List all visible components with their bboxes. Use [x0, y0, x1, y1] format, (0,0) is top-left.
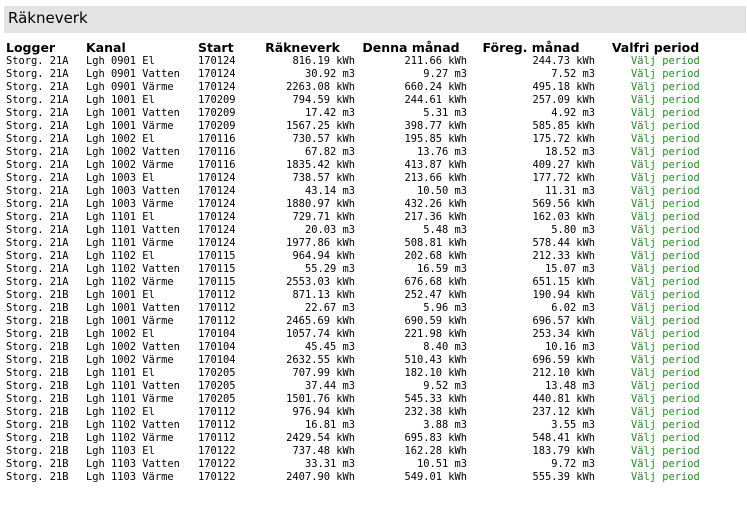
cell-foreg-manad: 696.57 kWh — [532, 315, 595, 327]
cell-logger: Storg. 21B — [6, 315, 69, 327]
cell-logger: Storg. 21A — [6, 94, 69, 106]
select-period-link[interactable]: Välj period — [631, 159, 700, 171]
column-header-rakneverk: Räkneverk — [265, 40, 340, 55]
table-row — [6, 419, 716, 432]
table-row — [6, 55, 716, 68]
cell-kanal: Lgh 1101 Vatten — [86, 380, 180, 392]
table-row — [6, 458, 716, 471]
cell-denna-manad: 244.61 kWh — [404, 94, 467, 106]
table-row — [6, 68, 716, 81]
cell-denna-manad: 508.81 kWh — [404, 237, 467, 249]
cell-logger: Storg. 21B — [6, 471, 69, 483]
cell-kanal: Lgh 1101 Värme — [86, 237, 174, 249]
cell-denna-manad: 221.98 kWh — [404, 328, 467, 340]
cell-logger: Storg. 21B — [6, 406, 69, 418]
table-row — [6, 276, 716, 289]
select-period-link[interactable]: Välj period — [631, 393, 700, 405]
table-row — [6, 120, 716, 133]
cell-kanal: Lgh 1002 Vatten — [86, 146, 180, 158]
select-period-link[interactable]: Välj period — [631, 68, 700, 80]
select-period-link[interactable]: Välj period — [631, 302, 700, 314]
cell-logger: Storg. 21A — [6, 211, 69, 223]
cell-kanal: Lgh 1002 El — [86, 328, 155, 340]
cell-kanal: Lgh 1102 El — [86, 250, 155, 262]
cell-denna-manad: 195.85 kWh — [404, 133, 467, 145]
table-row — [6, 146, 716, 159]
cell-denna-manad: 211.66 kWh — [404, 55, 467, 67]
table-row — [6, 393, 716, 406]
cell-denna-manad: 549.01 kWh — [404, 471, 467, 483]
cell-denna-manad: 5.48 m3 — [423, 224, 467, 236]
cell-start: 170104 — [198, 341, 236, 353]
cell-foreg-manad: 237.12 kWh — [532, 406, 595, 418]
cell-denna-manad: 8.40 m3 — [423, 341, 467, 353]
cell-start: 170104 — [198, 328, 236, 340]
table-row — [6, 432, 716, 445]
page-title-bar — [4, 6, 746, 33]
cell-rakneverk: 1835.42 kWh — [286, 159, 355, 171]
cell-start: 170205 — [198, 393, 236, 405]
cell-denna-manad: 690.59 kWh — [404, 315, 467, 327]
cell-kanal: Lgh 1003 El — [86, 172, 155, 184]
cell-start: 170124 — [198, 185, 236, 197]
cell-logger: Storg. 21A — [6, 250, 69, 262]
cell-denna-manad: 162.28 kWh — [404, 445, 467, 457]
select-period-link[interactable]: Välj period — [631, 380, 700, 392]
cell-foreg-manad: 11.31 m3 — [544, 185, 595, 197]
cell-denna-manad: 16.59 m3 — [416, 263, 467, 275]
cell-start: 170124 — [198, 198, 236, 210]
select-period-link[interactable]: Välj period — [631, 289, 700, 301]
cell-kanal: Lgh 1002 Värme — [86, 159, 174, 171]
cell-logger: Storg. 21A — [6, 159, 69, 171]
cell-kanal: Lgh 1001 Vatten — [86, 107, 180, 119]
cell-foreg-manad: 175.72 kWh — [532, 133, 595, 145]
cell-logger: Storg. 21A — [6, 172, 69, 184]
cell-rakneverk: 2553.03 kWh — [286, 276, 355, 288]
meter-table — [6, 40, 716, 484]
table-row — [6, 354, 716, 367]
cell-kanal: Lgh 1101 El — [86, 367, 155, 379]
cell-logger: Storg. 21B — [6, 445, 69, 457]
cell-rakneverk: 738.57 kWh — [292, 172, 355, 184]
cell-foreg-manad: 15.07 m3 — [544, 263, 595, 275]
cell-denna-manad: 9.52 m3 — [423, 380, 467, 392]
cell-kanal: Lgh 1102 Värme — [86, 276, 174, 288]
cell-rakneverk: 45.45 m3 — [304, 341, 355, 353]
cell-start: 170124 — [198, 224, 236, 236]
cell-foreg-manad: 7.52 m3 — [551, 68, 595, 80]
cell-denna-manad: 213.66 kWh — [404, 172, 467, 184]
select-period-link[interactable]: Välj period — [631, 120, 700, 132]
table-row — [6, 263, 716, 276]
select-period-link[interactable]: Välj period — [631, 276, 700, 288]
select-period-link[interactable]: Välj period — [631, 224, 700, 236]
table-row — [6, 341, 716, 354]
cell-start: 170124 — [198, 68, 236, 80]
cell-start: 170122 — [198, 445, 236, 457]
table-row — [6, 471, 716, 484]
select-period-link[interactable]: Välj period — [631, 432, 700, 444]
cell-start: 170124 — [198, 55, 236, 67]
cell-rakneverk: 67.82 m3 — [304, 146, 355, 158]
cell-rakneverk: 17.42 m3 — [304, 107, 355, 119]
cell-logger: Storg. 21B — [6, 341, 69, 353]
cell-logger: Storg. 21B — [6, 289, 69, 301]
select-period-link[interactable]: Välj period — [631, 263, 700, 275]
cell-rakneverk: 1880.97 kWh — [286, 198, 355, 210]
cell-logger: Storg. 21A — [6, 81, 69, 93]
cell-rakneverk: 33.31 m3 — [304, 458, 355, 470]
cell-start: 170124 — [198, 211, 236, 223]
cell-denna-manad: 695.83 kWh — [404, 432, 467, 444]
cell-logger: Storg. 21A — [6, 198, 69, 210]
cell-denna-manad: 432.26 kWh — [404, 198, 467, 210]
cell-kanal: Lgh 1002 Värme — [86, 354, 174, 366]
cell-logger: Storg. 21A — [6, 107, 69, 119]
table-row — [6, 445, 716, 458]
select-period-link[interactable]: Välj period — [631, 133, 700, 145]
select-period-link[interactable]: Välj period — [631, 211, 700, 223]
cell-denna-manad: 5.96 m3 — [423, 302, 467, 314]
cell-logger: Storg. 21B — [6, 380, 69, 392]
cell-rakneverk: 2429.54 kWh — [286, 432, 355, 444]
select-period-link[interactable]: Välj period — [631, 354, 700, 366]
cell-foreg-manad: 4.92 m3 — [551, 107, 595, 119]
cell-foreg-manad: 177.72 kWh — [532, 172, 595, 184]
cell-denna-manad: 202.68 kWh — [404, 250, 467, 262]
table-row — [6, 406, 716, 419]
cell-start: 170115 — [198, 250, 236, 262]
cell-start: 170205 — [198, 380, 236, 392]
cell-rakneverk: 794.59 kWh — [292, 94, 355, 106]
cell-foreg-manad: 696.59 kWh — [532, 354, 595, 366]
select-period-link[interactable]: Välj period — [631, 146, 700, 158]
table-row — [6, 315, 716, 328]
cell-kanal: Lgh 1001 Värme — [86, 315, 174, 327]
cell-foreg-manad: 651.15 kWh — [532, 276, 595, 288]
select-period-link[interactable]: Välj period — [631, 250, 700, 262]
cell-foreg-manad: 548.41 kWh — [532, 432, 595, 444]
cell-denna-manad: 510.43 kWh — [404, 354, 467, 366]
cell-denna-manad: 413.87 kWh — [404, 159, 467, 171]
cell-kanal: Lgh 1101 Värme — [86, 393, 174, 405]
cell-foreg-manad: 10.16 m3 — [544, 341, 595, 353]
cell-kanal: Lgh 1001 Värme — [86, 120, 174, 132]
cell-foreg-manad: 6.02 m3 — [551, 302, 595, 314]
cell-kanal: Lgh 1001 El — [86, 94, 155, 106]
cell-logger: Storg. 21B — [6, 458, 69, 470]
cell-foreg-manad: 190.94 kWh — [532, 289, 595, 301]
cell-logger: Storg. 21A — [6, 224, 69, 236]
cell-logger: Storg. 21A — [6, 55, 69, 67]
cell-foreg-manad: 183.79 kWh — [532, 445, 595, 457]
cell-denna-manad: 676.68 kWh — [404, 276, 467, 288]
cell-foreg-manad: 9.72 m3 — [551, 458, 595, 470]
cell-rakneverk: 43.14 m3 — [304, 185, 355, 197]
cell-logger: Storg. 21B — [6, 328, 69, 340]
cell-rakneverk: 871.13 kWh — [292, 289, 355, 301]
cell-rakneverk: 30.92 m3 — [304, 68, 355, 80]
table-row — [6, 133, 716, 146]
cell-denna-manad: 398.77 kWh — [404, 120, 467, 132]
cell-start: 170209 — [198, 94, 236, 106]
cell-logger: Storg. 21A — [6, 276, 69, 288]
cell-kanal: Lgh 0901 El — [86, 55, 155, 67]
select-period-link[interactable]: Välj period — [631, 185, 700, 197]
cell-rakneverk: 2632.55 kWh — [286, 354, 355, 366]
cell-rakneverk: 964.94 kWh — [292, 250, 355, 262]
cell-kanal: Lgh 1102 Värme — [86, 432, 174, 444]
cell-foreg-manad: 3.55 m3 — [551, 419, 595, 431]
column-header-foreg-manad: Föreg. månad — [482, 40, 580, 55]
cell-kanal: Lgh 0901 Vatten — [86, 68, 180, 80]
table-row — [6, 107, 716, 120]
cell-denna-manad: 252.47 kWh — [404, 289, 467, 301]
cell-denna-manad: 660.24 kWh — [404, 81, 467, 93]
select-period-link[interactable]: Välj period — [631, 471, 700, 483]
cell-foreg-manad: 244.73 kWh — [532, 55, 595, 67]
table-row — [6, 302, 716, 315]
column-header-valfri-period: Valfri period — [611, 40, 700, 55]
cell-logger: Storg. 21A — [6, 120, 69, 132]
table-header-row — [6, 40, 716, 55]
cell-foreg-manad: 585.85 kWh — [532, 120, 595, 132]
cell-foreg-manad: 253.34 kWh — [532, 328, 595, 340]
cell-logger: Storg. 21B — [6, 432, 69, 444]
table-row — [6, 250, 716, 263]
cell-rakneverk: 707.99 kWh — [292, 367, 355, 379]
cell-rakneverk: 1567.25 kWh — [286, 120, 355, 132]
cell-denna-manad: 182.10 kWh — [404, 367, 467, 379]
select-period-link[interactable]: Välj period — [631, 328, 700, 340]
cell-start: 170112 — [198, 406, 236, 418]
select-period-link[interactable]: Välj period — [631, 94, 700, 106]
select-period-link[interactable]: Välj period — [631, 172, 700, 184]
column-header-denna-manad: Denna månad — [362, 40, 460, 55]
select-period-link[interactable]: Välj period — [631, 55, 700, 67]
cell-denna-manad: 232.38 kWh — [404, 406, 467, 418]
table-row — [6, 224, 716, 237]
table-row — [6, 81, 716, 94]
cell-denna-manad: 9.27 m3 — [423, 68, 467, 80]
cell-logger: Storg. 21A — [6, 146, 69, 158]
table-row — [6, 172, 716, 185]
cell-denna-manad: 13.76 m3 — [416, 146, 467, 158]
cell-kanal: Lgh 1002 Vatten — [86, 341, 180, 353]
cell-rakneverk: 20.03 m3 — [304, 224, 355, 236]
cell-rakneverk: 2263.08 kWh — [286, 81, 355, 93]
cell-kanal: Lgh 1101 Vatten — [86, 224, 180, 236]
cell-foreg-manad: 5.80 m3 — [551, 224, 595, 236]
table-row — [6, 328, 716, 341]
table-row — [6, 185, 716, 198]
select-period-link[interactable]: Välj period — [631, 198, 700, 210]
cell-rakneverk: 1977.86 kWh — [286, 237, 355, 249]
cell-foreg-manad: 569.56 kWh — [532, 198, 595, 210]
table-row — [6, 289, 716, 302]
cell-logger: Storg. 21A — [6, 185, 69, 197]
cell-kanal: Lgh 1001 El — [86, 289, 155, 301]
cell-foreg-manad: 212.10 kWh — [532, 367, 595, 379]
cell-rakneverk: 729.71 kWh — [292, 211, 355, 223]
cell-rakneverk: 2407.90 kWh — [286, 471, 355, 483]
cell-foreg-manad: 257.09 kWh — [532, 94, 595, 106]
cell-kanal: Lgh 1102 Vatten — [86, 419, 180, 431]
table-row — [6, 380, 716, 393]
cell-logger: Storg. 21B — [6, 302, 69, 314]
cell-denna-manad: 545.33 kWh — [404, 393, 467, 405]
select-period-link[interactable]: Välj period — [631, 367, 700, 379]
select-period-link[interactable]: Välj period — [631, 341, 700, 353]
select-period-link[interactable]: Välj period — [631, 419, 700, 431]
table-row — [6, 159, 716, 172]
cell-start: 170104 — [198, 354, 236, 366]
cell-kanal: Lgh 1001 Vatten — [86, 302, 180, 314]
table-row — [6, 198, 716, 211]
cell-kanal: Lgh 1102 El — [86, 406, 155, 418]
cell-start: 170116 — [198, 146, 236, 158]
cell-start: 170122 — [198, 471, 236, 483]
cell-foreg-manad: 578.44 kWh — [532, 237, 595, 249]
cell-rakneverk: 22.67 m3 — [304, 302, 355, 314]
cell-start: 170122 — [198, 458, 236, 470]
column-header-start: Start — [198, 40, 234, 55]
cell-start: 170116 — [198, 159, 236, 171]
cell-kanal: Lgh 0901 Värme — [86, 81, 174, 93]
cell-rakneverk: 1501.76 kWh — [286, 393, 355, 405]
cell-start: 170124 — [198, 81, 236, 93]
cell-denna-manad: 5.31 m3 — [423, 107, 467, 119]
table-row — [6, 211, 716, 224]
cell-logger: Storg. 21B — [6, 367, 69, 379]
select-period-link[interactable]: Välj period — [631, 445, 700, 457]
cell-logger: Storg. 21A — [6, 133, 69, 145]
cell-foreg-manad: 212.33 kWh — [532, 250, 595, 262]
cell-start: 170205 — [198, 367, 236, 379]
cell-rakneverk: 37.44 m3 — [304, 380, 355, 392]
cell-rakneverk: 737.48 kWh — [292, 445, 355, 457]
cell-kanal: Lgh 1101 El — [86, 211, 155, 223]
cell-foreg-manad: 555.39 kWh — [532, 471, 595, 483]
cell-start: 170115 — [198, 263, 236, 275]
cell-denna-manad: 10.51 m3 — [416, 458, 467, 470]
cell-logger: Storg. 21B — [6, 354, 69, 366]
cell-foreg-manad: 18.52 m3 — [544, 146, 595, 158]
column-header-kanal: Kanal — [86, 40, 126, 55]
cell-start: 170209 — [198, 107, 236, 119]
cell-logger: Storg. 21A — [6, 68, 69, 80]
cell-kanal: Lgh 1103 El — [86, 445, 155, 457]
cell-logger: Storg. 21A — [6, 237, 69, 249]
select-period-link[interactable]: Välj period — [631, 315, 700, 327]
cell-foreg-manad: 495.18 kWh — [532, 81, 595, 93]
cell-start: 170112 — [198, 289, 236, 301]
cell-foreg-manad: 13.48 m3 — [544, 380, 595, 392]
select-period-link[interactable]: Välj period — [631, 81, 700, 93]
cell-kanal: Lgh 1003 Värme — [86, 198, 174, 210]
select-period-link[interactable]: Välj period — [631, 107, 700, 119]
cell-rakneverk: 16.81 m3 — [304, 419, 355, 431]
table-row — [6, 237, 716, 250]
cell-kanal: Lgh 1002 El — [86, 133, 155, 145]
cell-start: 170115 — [198, 276, 236, 288]
cell-logger: Storg. 21B — [6, 419, 69, 431]
column-header-logger: Logger — [6, 40, 56, 55]
cell-denna-manad: 217.36 kWh — [404, 211, 467, 223]
cell-foreg-manad: 440.81 kWh — [532, 393, 595, 405]
cell-start: 170112 — [198, 302, 236, 314]
cell-start: 170124 — [198, 172, 236, 184]
cell-start: 170112 — [198, 419, 236, 431]
select-period-link[interactable]: Välj period — [631, 406, 700, 418]
cell-rakneverk: 816.19 kWh — [292, 55, 355, 67]
cell-rakneverk: 976.94 kWh — [292, 406, 355, 418]
table-row — [6, 367, 716, 380]
cell-kanal: Lgh 1103 Vatten — [86, 458, 180, 470]
cell-kanal: Lgh 1102 Vatten — [86, 263, 180, 275]
cell-denna-manad: 10.50 m3 — [416, 185, 467, 197]
cell-start: 170209 — [198, 120, 236, 132]
cell-start: 170124 — [198, 237, 236, 249]
cell-kanal: Lgh 1103 Värme — [86, 471, 174, 483]
cell-start: 170112 — [198, 315, 236, 327]
table-row — [6, 94, 716, 107]
cell-logger: Storg. 21A — [6, 263, 69, 275]
cell-foreg-manad: 409.27 kWh — [532, 159, 595, 171]
cell-rakneverk: 2465.69 kWh — [286, 315, 355, 327]
cell-rakneverk: 1057.74 kWh — [286, 328, 355, 340]
cell-start: 170116 — [198, 133, 236, 145]
cell-denna-manad: 3.88 m3 — [423, 419, 467, 431]
cell-rakneverk: 55.29 m3 — [304, 263, 355, 275]
cell-rakneverk: 730.57 kWh — [292, 133, 355, 145]
select-period-link[interactable]: Välj period — [631, 458, 700, 470]
cell-logger: Storg. 21B — [6, 393, 69, 405]
cell-foreg-manad: 162.03 kWh — [532, 211, 595, 223]
select-period-link[interactable]: Välj period — [631, 237, 700, 249]
page-title: Räkneverk — [8, 9, 88, 27]
cell-start: 170112 — [198, 432, 236, 444]
cell-kanal: Lgh 1003 Vatten — [86, 185, 180, 197]
